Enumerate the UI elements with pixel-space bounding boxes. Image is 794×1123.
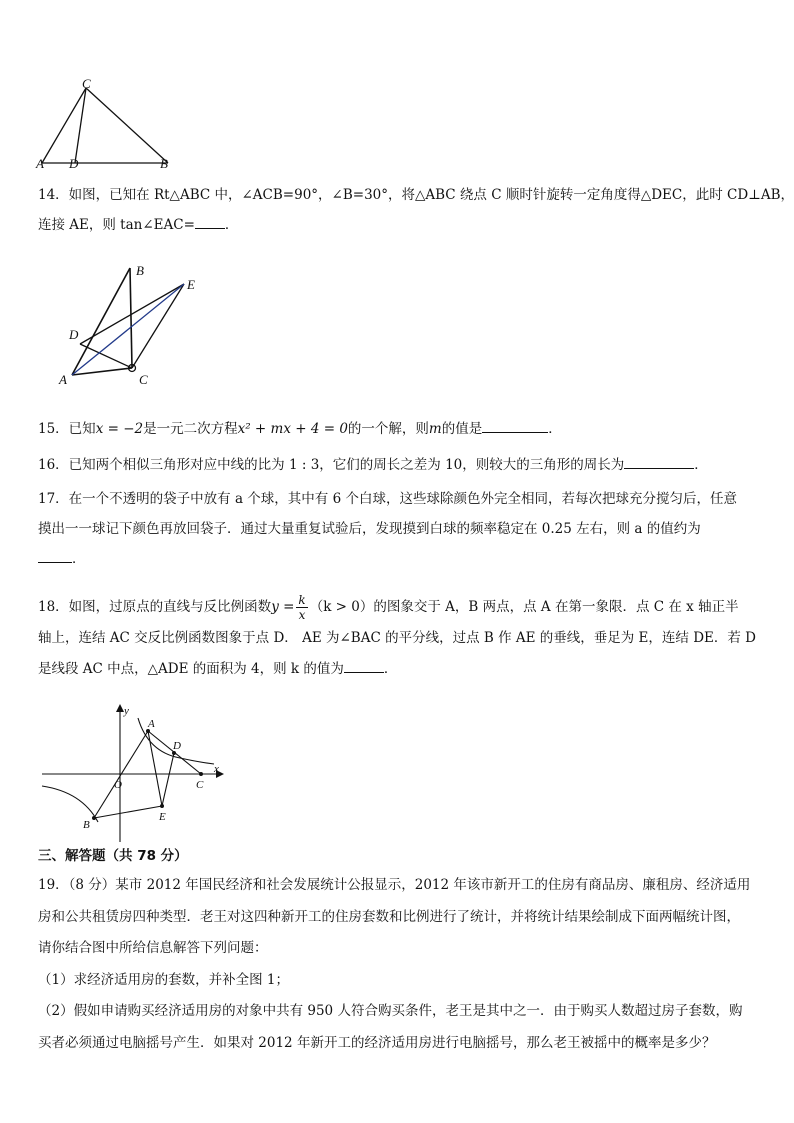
question-17: 17．在一个不透明的袋子中放有 a 个球，其中有 6 个白球，这些球除颜色外完全相同，若每次把球充分搅匀后，任意 摸出一一球记下颜色再放回袋子．通过大量重复试验后，发现摸到白球的频率稳定在 0.25 左右，则 a 的值约为 ．	[38, 484, 760, 574]
question-19-part2-line2: 买者必须通过电脑摇号产生．如果对 2012 年新开工的经济适用房进行电脑摇号，那么老王被摇中的概率是多少？	[38, 1034, 716, 1051]
question-14-line1: 14．如图，已知在 Rt△ABC 中，∠ACB=90°，∠B=30°，将△ABC 绕点 C 顺时针旋转一定角度得△DEC，此时 CD⊥AB，	[38, 187, 794, 203]
rotation-figure-14	[50, 262, 210, 390]
label-a: A	[59, 372, 67, 387]
label-b: B	[160, 156, 168, 171]
fraction-k-over-x: $\frac{k}{x}$	[298, 593, 306, 622]
answer-blank[interactable]	[38, 548, 72, 563]
question-14-line2: 连接 AE，则 tan∠EAC= ．	[38, 210, 760, 240]
label-e: E	[187, 277, 195, 292]
question-19-line3: 请你结合图中所给信息解答下列问题：	[38, 940, 268, 956]
question-19	[38, 870, 760, 1059]
label-o: O	[114, 779, 122, 791]
question-17-line1: 17．在一个不透明的袋子中放有 a 个球，其中有 6 个白球，这些球除颜色外完全相同，若每次把球充分搅匀后，任意	[38, 491, 737, 507]
label-a: A	[148, 718, 155, 730]
answer-blank[interactable]	[482, 418, 548, 433]
triangle-figure-13	[30, 78, 190, 174]
question-16: 16．已知两个相似三角形对应中线的比为 1 : 3，它们的周长之差为 10，则较大的三角形的周长为 ．	[38, 450, 760, 480]
question-19-line1: 19．（8 分）某市 2012 年国民经济和社会发展统计公报显示，2012 年该市新开工的住房有商品房、廉租房、经济适用	[38, 877, 751, 893]
label-d: D	[69, 156, 79, 171]
label-y-axis: y	[124, 705, 129, 717]
label-b: B	[136, 263, 144, 278]
question-17-line2: 摸出一一球记下颜色再放回袋子．通过大量重复试验后，发现摸到白球的频率稳定在 0.25 左右，则 a 的值约为	[38, 521, 701, 537]
answer-blank[interactable]	[624, 454, 694, 469]
label-x-axis: x	[214, 763, 219, 775]
label-c: C	[139, 372, 148, 387]
question-18-line2: 轴上，连结 AC 交反比例函数图象于点 D． AE 为∠BAC 的平分线，过点 B 作 AE 的垂线，垂足为 E，连结 DE．若 D	[38, 630, 756, 646]
label-a: A	[36, 156, 44, 171]
question-19-line2: 房和公共租赁房四种类型．老王对这四种新开工的住房套数和比例进行了统计，并将统计结果绘制成下面两幅统计图，	[38, 908, 740, 925]
answer-blank[interactable]	[195, 214, 225, 229]
question-19-part2-line1: （2）假如申请购买经济适用房的对象中共有 950 人符合购买条件，老王是其中之一．由于购买人数超过房子套数，购	[38, 1003, 743, 1019]
label-d: D	[69, 327, 79, 342]
label-c: C	[82, 78, 91, 91]
equation-root: x = −2	[95, 421, 144, 437]
answer-blank[interactable]	[344, 658, 384, 673]
label-d: D	[173, 740, 181, 752]
section-heading: 三、解答题（共 78 分）	[38, 848, 188, 864]
question-18: 18．如图，过原点的直线与反比例函数y = $\frac{k}{x}$ （k > 0）的图象交于 A，B 两点，点 A 在第一象限．点 C 在 x 轴正半 轴上，连结 AC 交反比例函数图象于点 D． AE 为∠BAC 的平分线，过点 B 作 AE 的垂线，垂足为 E，连结 DE．若 D 是线段 AC 中点，△ADE 的面积为 4，则 k 的值为 ．	[38, 592, 760, 685]
question-19-part1: （1）求经济适用房的套数，并补全图 1；	[38, 971, 289, 988]
label-c: C	[196, 779, 204, 791]
equation-quadratic: x² + mx + 4 = 0	[237, 421, 348, 437]
coordinate-figure-18	[38, 700, 228, 845]
question-14	[38, 180, 794, 240]
label-b: B	[83, 819, 90, 831]
label-e: E	[159, 811, 166, 823]
question-15: 15．已知x = −2是一元二次方程x² + mx + 4 = 0的一个解，则m的值是 ．	[38, 414, 760, 444]
